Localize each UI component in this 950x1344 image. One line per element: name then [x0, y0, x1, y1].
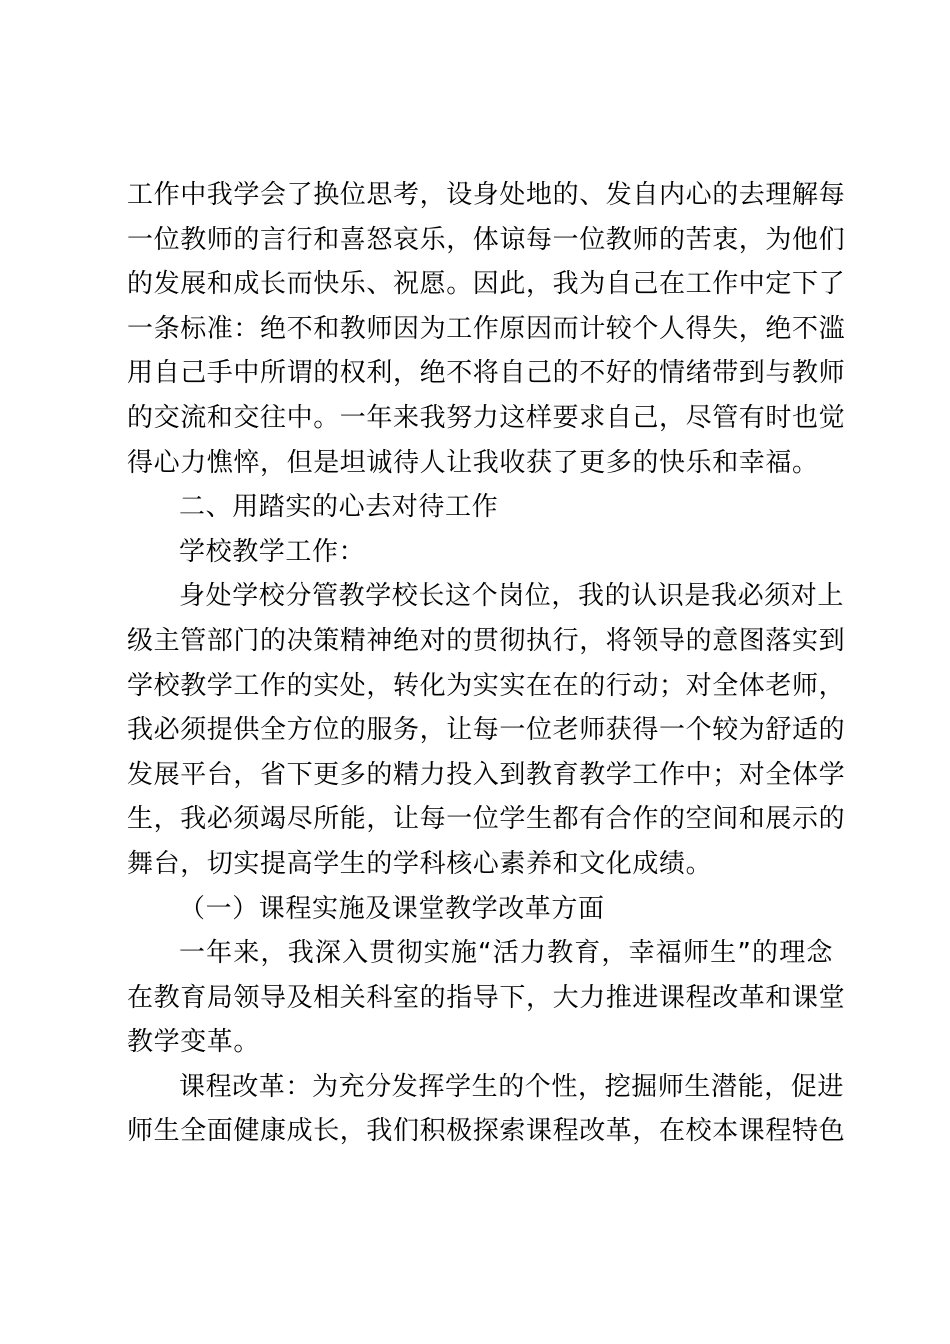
text-line: 身处学校分管教学校长这个岗位，我的认识是我必须对上 [179, 581, 845, 612]
text-line: 工作中我学会了换位思考，设身处地的、发自内心的去理解每 [127, 180, 846, 210]
text-line: 的交流和交往中。一年来我努力这样要求自己，尽管有时也觉 [127, 402, 846, 433]
text-line: 在教育局领导及相关科室的指导下，大力推进课程改革和课堂 [127, 982, 846, 1013]
text-line: 师生全面健康成长，我们积极探索课程改革，在校本课程特色 [127, 1116, 846, 1147]
text-line: 得心力憔悴，但是坦诚待人让我收获了更多的快乐和幸福。 [127, 447, 819, 478]
text-line: 的发展和成长而快乐、祝愿。因此，我为自己在工作中定下了 [127, 269, 846, 300]
text-line: （一）课程实施及课堂教学改革方面 [179, 893, 605, 924]
text-line: 教学变革。 [127, 1027, 261, 1058]
text-line: 学校教学工作的实处，转化为实实在在的行动；对全体老师， [127, 670, 846, 701]
text-line: 用自己手中所谓的权利，绝不将自己的不好的情绪带到与教师 [127, 358, 846, 389]
text-line: 生，我必须竭尽所能，让每一位学生都有合作的空间和展示的 [127, 804, 846, 835]
text-line: 级主管部门的决策精神绝对的贯彻执行，将领导的意图落实到 [127, 625, 846, 656]
text-line: 一位教师的言行和喜怒哀乐，体谅每一位教师的苦衷，为他们 [127, 224, 846, 255]
text-line: 一年来，我深入贯彻实施“活力教育，幸福师生”的理念 [179, 938, 833, 969]
text-line: 我必须提供全方位的服务，让每一位老师获得一个较为舒适的 [127, 715, 846, 746]
text-line: 舞台，切实提高学生的学科核心素养和文化成绩。 [127, 848, 713, 879]
text-line: 发展平台，省下更多的精力投入到教育教学工作中；对全体学 [127, 759, 846, 790]
text-line: 二、用踏实的心去对待工作 [179, 492, 499, 523]
text-line: 学校教学工作： [179, 536, 366, 567]
document-body [127, 173, 846, 1154]
text-line: 课程改革：为充分发挥学生的个性，挖掘师生潜能，促进 [179, 1071, 845, 1102]
text-line: 一条标准：绝不和教师因为工作原因而计较个人得失，绝不滥 [127, 313, 846, 344]
